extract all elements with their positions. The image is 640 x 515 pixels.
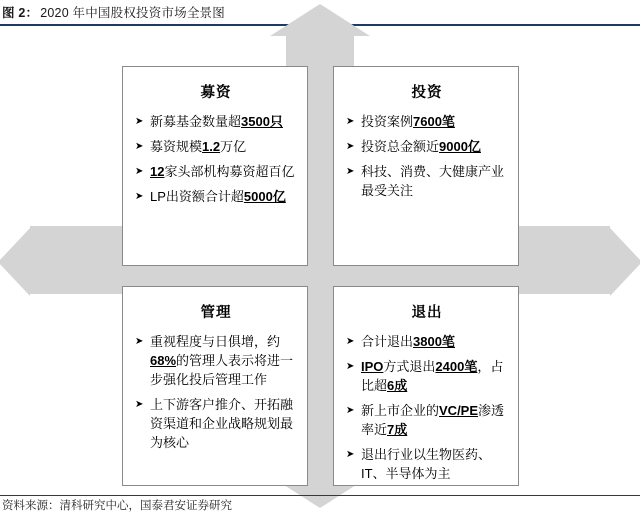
quadrant-title-management: 管理 <box>200 305 232 321</box>
list-item: ➤ 投资案例7600笔 <box>346 112 508 131</box>
list-item: ➤ LP出资额合计超5000亿 <box>135 187 297 206</box>
quadrant-card-investment <box>333 66 519 266</box>
list-item: ➤ 合计退出3800笔 <box>346 332 508 351</box>
quadrant-title-investment: 投资 <box>411 85 443 101</box>
figure-source-note: 资料来源：清科研究中心，国泰君安证券研究 <box>2 500 232 512</box>
horizontal-arrow-band <box>30 226 610 294</box>
list-item: ➤ 投资总金额近9000亿 <box>346 137 508 156</box>
list-item: ➤ 新上市企业的VC/PE渗透率近7成 <box>346 401 508 439</box>
list-item: ➤ IPO方式退出2400笔，占比超6成 <box>346 357 508 395</box>
list-item: ➤ 募资规模1.2万亿 <box>135 137 297 156</box>
list-item: ➤ 重视程度与日俱增，约68%的管理人表示将进一步强化投后管理工作 <box>135 332 297 389</box>
list-item: ➤ 上下游客户推介、开拓融资渠道和企业战略规划最为核心 <box>135 395 297 452</box>
diagram-stage <box>0 26 640 494</box>
arrow-head-left-icon <box>0 228 30 296</box>
quadrant-card-fundraising <box>122 66 308 266</box>
quadrant-bullets-exit <box>346 332 508 483</box>
quadrant-title-fundraising: 募资 <box>200 85 232 101</box>
list-item: ➤ 12家头部机构募资超百亿 <box>135 162 297 181</box>
quadrant-card-management <box>122 286 308 486</box>
quadrant-title-exit: 退出 <box>411 305 443 321</box>
figure-title: 2020 年中国股权投资市场全景图 <box>40 6 225 20</box>
quadrant-bullets-fundraising <box>135 112 297 206</box>
list-item: ➤ 科技、消费、大健康产业最受关注 <box>346 162 508 200</box>
quadrant-bullets-investment <box>346 112 508 200</box>
quadrant-card-exit <box>333 286 519 486</box>
arrow-head-right-icon <box>610 228 640 296</box>
list-item: ➤ 退出行业以生物医药、IT、半导体为主 <box>346 445 508 483</box>
arrow-head-up-icon <box>270 4 370 36</box>
footer-divider <box>0 495 640 497</box>
quadrant-bullets-management <box>135 332 297 452</box>
figure-label: 图 2： <box>2 6 39 20</box>
figure-caption-text <box>0 3 225 21</box>
list-item: ➤ 新募基金数量超3500只 <box>135 112 297 131</box>
